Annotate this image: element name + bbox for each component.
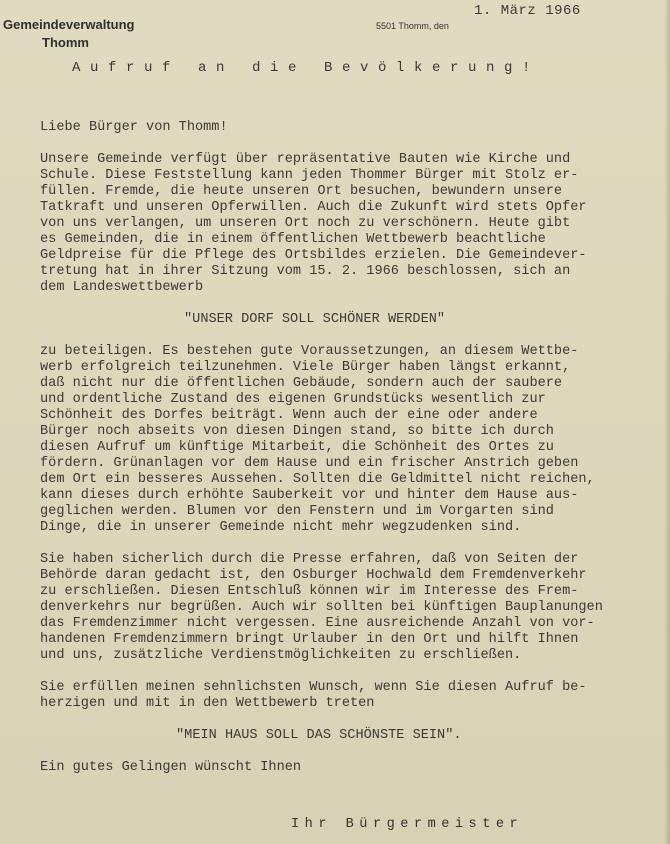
paragraph-3-line: und uns, zusätzliche Verdienstmöglichkeiten zu erschließen. [40,648,522,663]
paragraph-1-line: Geldpreise für die Pflege des Ortsbildes erzielen. Die Gemeindever- [40,248,587,263]
paragraph-3-line: handenen Fremdenzimmern bringt Urlauber in den Ort und hilft Ihnen [40,632,579,647]
letterhead [3,16,134,52]
letter-body [40,120,664,776]
letter-date: 1. März 1966 [474,3,581,19]
quote-1: "UNSER DORF SOLL SCHÖNER WERDEN" [184,312,446,327]
paragraph-1-line: tretung hat in ihrer Sitzung vom 15. 2. 1966 beschlossen, sich an [40,264,571,279]
paragraph-2-line: Schönheit des Dorfes beiträgt. Wenn auch der eine oder andere [40,408,538,423]
paragraph-3-line: Sie haben sicherlich durch die Presse erfahren, daß von Seiten der [40,552,579,567]
paragraph-2-line: daß nicht nur die öffentlichen Gebäude, sondern auch der saubere [40,376,563,391]
paragraph-3-line: zu erschließen. Diesen Entschluß können wir im Interesse des Frem- [40,584,579,599]
paragraph-2-line: und ordentliche Zustand des eigenen Grundstücks wesentlich zur [40,392,546,407]
letter-heading: Aufruf an die Bevölkerung! [72,60,541,76]
paragraph-3-line: denverkehrs nur begrüßen. Auch wir sollten bei künftigen Bauplanungen [40,600,603,615]
paragraph-3-line: das Fremdenzimmer nicht vergessen. Eine ausreichende Anzahl von vor- [40,616,595,631]
paragraph-1-line: von uns verlangen, um unseren Ort noch zu verschönern. Heute gibt [40,216,571,231]
paragraph-1-line: füllen. Fremde, die heute unseren Ort besuchen, bewundern unsere [40,184,563,199]
paragraph-2-line: diesen Aufruf um künftige Mitarbeit, die Schönheit des Ortes zu [40,440,554,455]
page-edge-shadow [664,0,670,844]
place-date-label: 5501 Thomm, den [376,21,449,31]
paragraph-3-line: Behörde daran gedacht ist, den Osburger Hochwald dem Fremdenverkehr [40,568,587,583]
paragraph-1-line: es Gemeinden, die in einem öffentlichen Wettbewerb beachtliche [40,232,546,247]
closing-line: Ein gutes Gelingen wünscht Ihnen [40,760,302,775]
letterhead-line1: Gemeindeverwaltung [3,17,135,32]
paragraph-2-line: dem Ort ein besseres Aussehen. Sollten die Geldmittel nicht reichen, [40,472,595,487]
paragraph-2 [40,344,664,536]
signature: Ihr Bürgermeister [291,817,524,832]
paragraph-1-line: Tatkraft und unseren Opferwillen. Auch die Zukunft wird stets Opfer [40,200,587,215]
paragraph-1-line: Schule. Diese Feststellung kann jeden Thommer Bürger mit Stolz er- [40,168,579,183]
letterhead-line2: Thomm [42,35,89,50]
paragraph-1-line: dem Landeswettbewerb [40,280,204,295]
paragraph-4-line: herzigen und mit in den Wettbewerb treten [40,696,375,711]
paragraph-4-line: Sie erfüllen meinen sehnlichsten Wunsch, wenn Sie diesen Aufruf be- [40,680,587,695]
paragraph-2-line: geglichen werden. Blumen vor den Fenstern und im Vorgarten sind [40,504,554,519]
paragraph-3 [40,552,664,664]
quote-2: "MEIN HAUS SOLL DAS SCHÖNSTE SEIN". [176,728,462,743]
paragraph-2-line: Dinge, die in unserer Gemeinde nicht mehr wegzudenken sind. [40,520,522,535]
salutation: Liebe Bürger von Thomm! [40,120,228,135]
paragraph-2-line: Bürger noch abseits von diesen Dingen stand, so bitte ich durch [40,424,554,439]
paragraph-2-line: fördern. Grünanlagen vor dem Hause und ein frischer Anstrich geben [40,456,579,471]
paragraph-1-line: Unsere Gemeinde verfügt über repräsentative Bauten wie Kirche und [40,152,571,167]
paragraph-2-line: werb erfolgreich teilzunehmen. Viele Bürger haben längst erkannt, [40,360,571,375]
paragraph-2-line: kann dieses durch erhöhte Sauberkeit vor und hinter dem Hause aus- [40,488,579,503]
paragraph-1 [40,152,664,296]
paragraph-4 [40,680,664,712]
paragraph-2-line: zu beteiligen. Es bestehen gute Voraussetzungen, an diesem Wettbe- [40,344,579,359]
